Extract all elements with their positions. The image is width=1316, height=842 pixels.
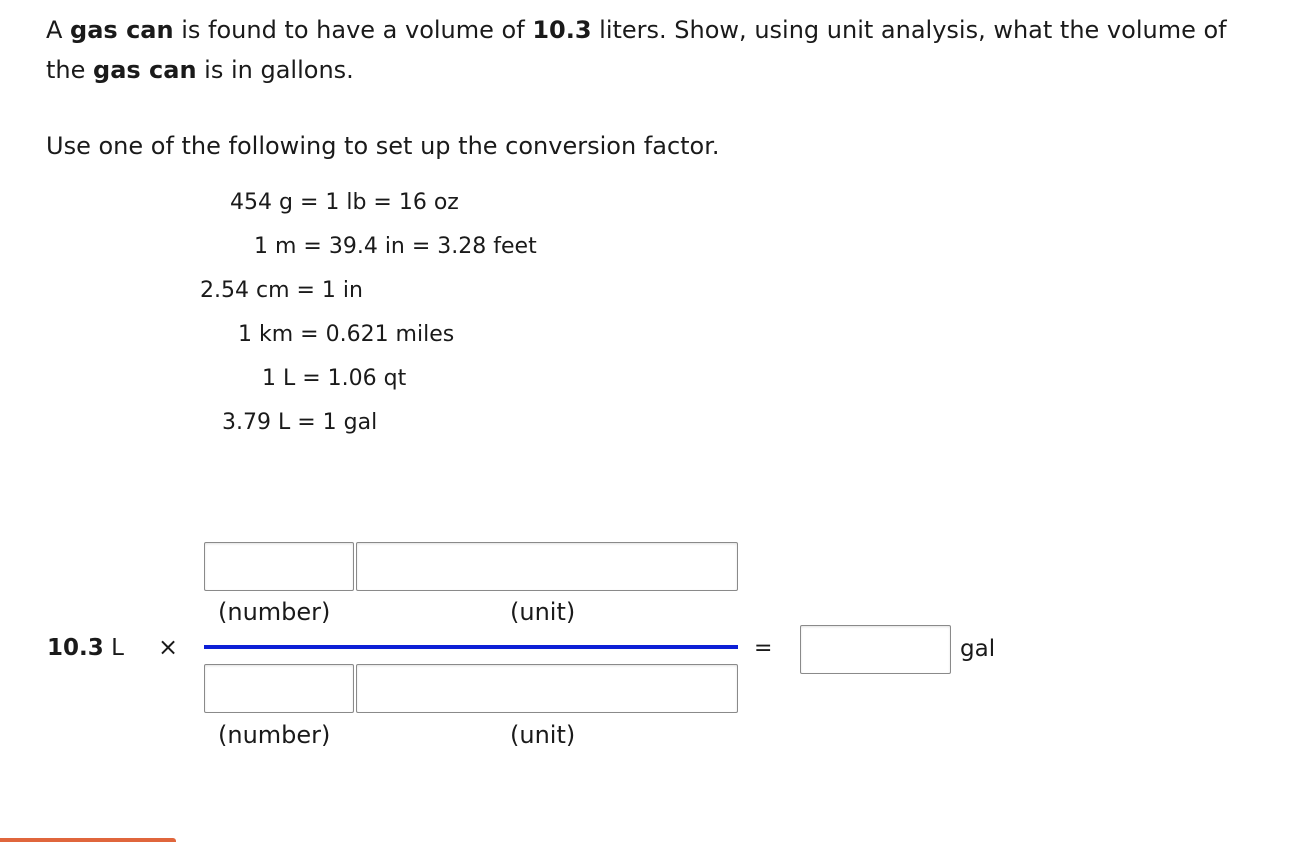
conversion-equation: 1 L = 1.06 qt [262, 366, 407, 391]
given-quantity [47, 633, 124, 663]
numerator-unit-hint: (unit) [510, 598, 576, 626]
conversion-equation: 3.79 L = 1 gal [222, 410, 378, 435]
denominator-number-input[interactable] [204, 664, 354, 713]
instruction-text: Use one of the following to set up the conversion factor. [46, 132, 720, 160]
denominator-unit-input[interactable] [356, 664, 738, 713]
question-text-part: is found to have a volume of [173, 16, 533, 44]
question-item: gas can [93, 56, 197, 84]
numerator-number-hint: (number) [218, 598, 331, 626]
conversion-equation: 454 g = 1 lb = 16 oz [230, 190, 459, 215]
equals-sign: = [754, 636, 773, 661]
conversion-equation: 1 km = 0.621 miles [238, 322, 455, 347]
numerator-number-input[interactable] [204, 542, 354, 591]
question-text [46, 10, 1246, 90]
question-text-part: A [46, 16, 71, 44]
answer-unit-label: gal [960, 636, 996, 662]
question-item: gas can [70, 16, 174, 44]
given-value: 10.3 [47, 635, 104, 661]
question-text-part: liters. Show, using unit analysis, what the volume of the [46, 16, 1227, 84]
given-unit: L [111, 635, 124, 661]
multiply-icon: × [158, 633, 179, 661]
question-text-part: is in gallons. [196, 56, 354, 84]
conversion-equation: 1 m = 39.4 in = 3.28 feet [254, 234, 537, 259]
fraction-bar [204, 645, 738, 649]
numerator-unit-input[interactable] [356, 542, 738, 591]
denominator-unit-hint: (unit) [510, 721, 576, 749]
answer-input[interactable] [800, 625, 951, 674]
denominator-number-hint: (number) [218, 721, 331, 749]
bottom-accent-bar [0, 838, 176, 842]
question-value: 10.3 [532, 16, 592, 44]
conversion-equation: 2.54 cm = 1 in [200, 278, 363, 303]
